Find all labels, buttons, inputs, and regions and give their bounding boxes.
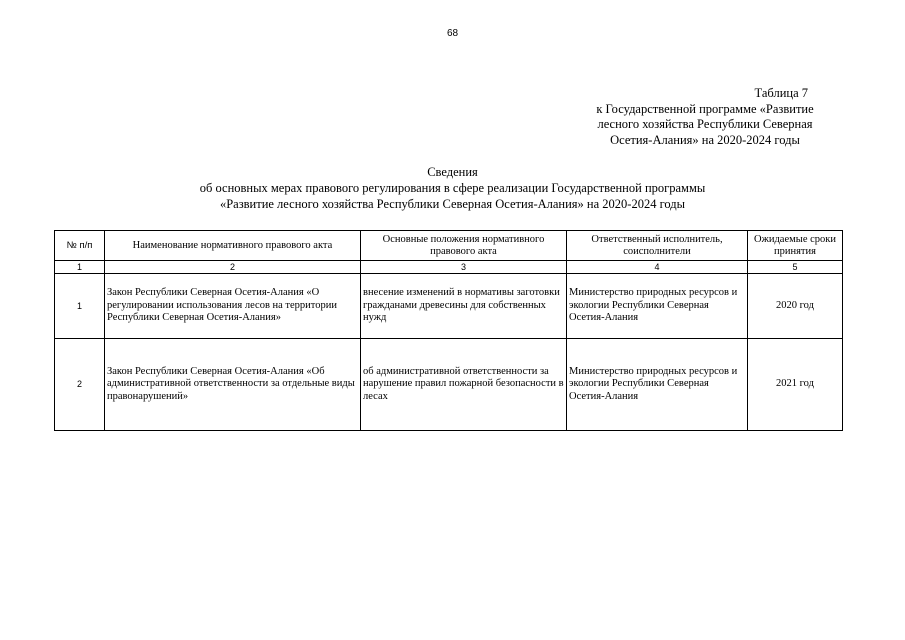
- act-provisions: внесение изменений в нормативы заготовки гражданами древесины для собственных нужд: [361, 274, 567, 339]
- header-executor: Ответственный исполнитель, соисполнители: [567, 231, 748, 261]
- page-number: 68: [446, 28, 459, 39]
- act-executor: Министерство природных ресурсов и экологии Республики Северная Осетия-Алания: [567, 339, 748, 431]
- act-name: Закон Республики Северная Осетия-Алания «О регулировании использования лесов на территории Республики Северная Осетия-Алания»: [105, 274, 361, 339]
- header-deadline: Ожидаемые сроки принятия: [748, 231, 843, 261]
- header-number: № п/п: [55, 231, 105, 261]
- annex-line-1: к Государственной программе «Развитие: [596, 101, 814, 116]
- act-executor: Министерство природных ресурсов и экологии Республики Северная Осетия-Алания: [567, 274, 748, 339]
- heading-subtitle-2: «Развитие лесного хозяйства Республики Северная Осетия-Алания» на 2020-2024 годы: [219, 197, 686, 211]
- table-annex-note: [560, 86, 850, 148]
- column-number: 2: [105, 261, 361, 274]
- column-number: 3: [361, 261, 567, 274]
- act-deadline: 2021 год: [748, 339, 843, 431]
- document-heading: [0, 164, 905, 212]
- act-deadline: 2020 год: [748, 274, 843, 339]
- table-label: Таблица 7: [754, 86, 808, 100]
- act-name: Закон Республики Северная Осетия-Алания «Об административной ответственности за отдельные виды правонарушений»: [105, 339, 361, 431]
- table-header-row: [55, 231, 843, 261]
- table-row: [55, 274, 843, 339]
- heading-title: Сведения: [427, 165, 478, 179]
- column-number: 4: [567, 261, 748, 274]
- row-number: 1: [55, 274, 105, 339]
- header-act-name: Наименование нормативного правового акта: [105, 231, 361, 261]
- act-provisions: об административной ответственности за нарушение правил пожарной безопасности в лесах: [361, 339, 567, 431]
- annex-line-2: лесного хозяйства Республики Северная: [597, 117, 813, 131]
- heading-subtitle-1: об основных мерах правового регулирования в сфере реализации Государственной программы: [199, 181, 706, 195]
- column-number: 5: [748, 261, 843, 274]
- annex-line-3: Осетия-Алания» на 2020-2024 годы: [610, 132, 800, 147]
- column-number: 1: [55, 261, 105, 274]
- column-number-row: [55, 261, 843, 274]
- legal-measures-table: [54, 230, 843, 431]
- row-number: 2: [55, 339, 105, 431]
- header-provisions: Основные положения нормативного правового акта: [361, 231, 567, 261]
- table-row: [55, 339, 843, 431]
